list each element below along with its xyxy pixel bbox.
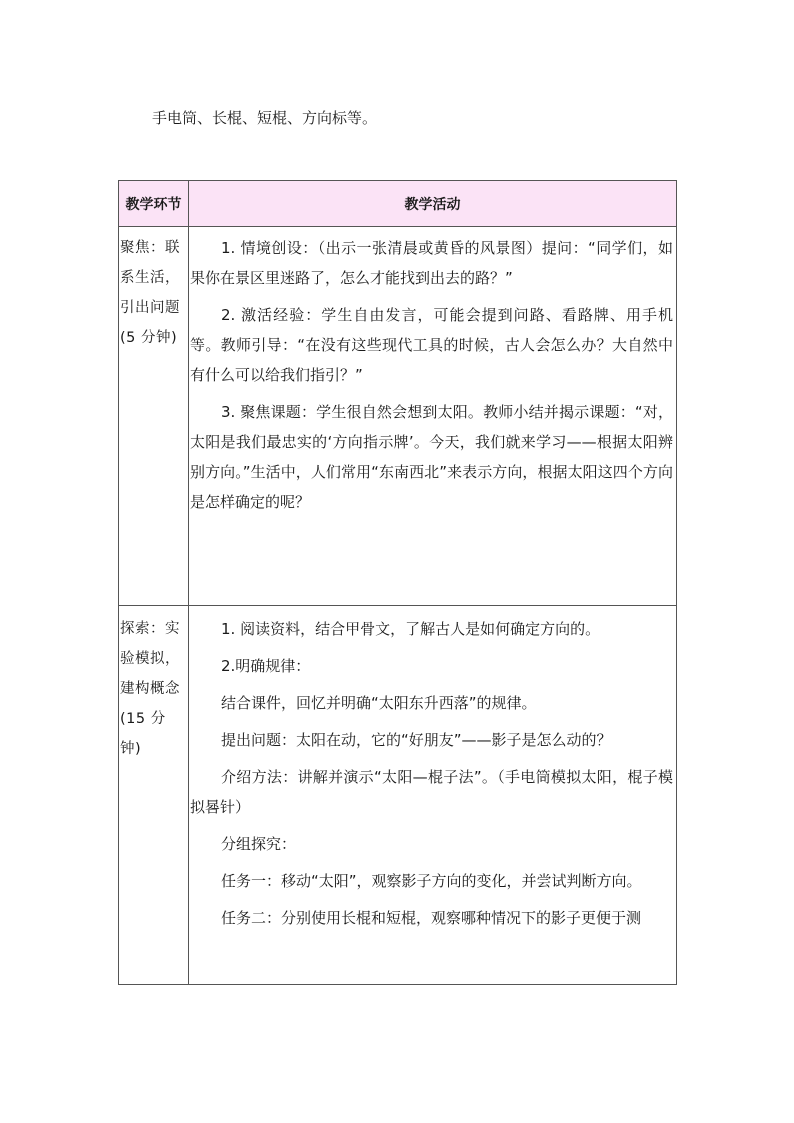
activity-paragraph: 任务一：移动“太阳”，观察影子方向的变化，并尝试判断方向。 bbox=[221, 872, 642, 890]
activity-paragraph: 1. 阅读资料，结合甲骨文，了解古人是如何确定方向的。 bbox=[221, 620, 601, 638]
activity-paragraph: 提出问题：太阳在动，它的“好朋友”——影子是怎么动的？ bbox=[221, 731, 612, 749]
stage-label: 聚焦：联系生活，引出问题(5 分钟) bbox=[120, 240, 180, 346]
header-teaching-activity: 教学活动 bbox=[189, 181, 677, 227]
activity-paragraph: 结合课件，回忆并明确“太阳东升西落”的规律。 bbox=[221, 694, 537, 712]
intro-materials-text: 手电筒、长棍、短棍、方向标等。 bbox=[152, 109, 378, 127]
activity-paragraph: 分组探究： bbox=[221, 835, 297, 853]
activity-cell bbox=[189, 606, 677, 985]
activity-paragraph: 2. 激活经验：学生自由发言，可能会提到问路、看路牌、用手机等。教师引导：“在没有这些现代工具的时候，古人会怎么办？大自然中有什么可以给我们指引？” bbox=[190, 306, 673, 384]
stage-label: 探索：实验模拟，建构概念(15 分钟) bbox=[120, 621, 180, 757]
lesson-plan-table bbox=[118, 180, 677, 985]
activity-paragraph: 介绍方法：讲解并演示“太阳—棍子法”。（手电筒模拟太阳，棍子模拟晷针） bbox=[190, 768, 673, 816]
activity-paragraph: 任务二：分别使用长棍和短棍，观察哪种情况下的影子更便于测 bbox=[221, 909, 642, 927]
table-row bbox=[119, 606, 677, 985]
table-row bbox=[119, 227, 677, 606]
header-teaching-stage: 教学环节 bbox=[119, 181, 189, 227]
table-header-row bbox=[119, 181, 677, 227]
stage-cell bbox=[119, 227, 189, 606]
activity-paragraph: 1. 情境创设：（出示一张清晨或黄昏的风景图）提问：“同学们，如果你在景区里迷路了，怎么才能找到出去的路？” bbox=[190, 239, 673, 287]
stage-cell bbox=[119, 606, 189, 985]
activity-paragraph: 2.明确规律： bbox=[221, 657, 311, 675]
activity-cell bbox=[189, 227, 677, 606]
activity-paragraph: 3. 聚焦课题：学生很自然会想到太阳。教师小结并揭示课题：“对，太阳是我们最忠实的‘方向指示牌’。今天，我们就来学习——根据太阳辨别方向。”生活中，人们常用“东南西北”来表示方向，根据太阳这四个方向是怎样确定的呢？ bbox=[190, 403, 673, 511]
